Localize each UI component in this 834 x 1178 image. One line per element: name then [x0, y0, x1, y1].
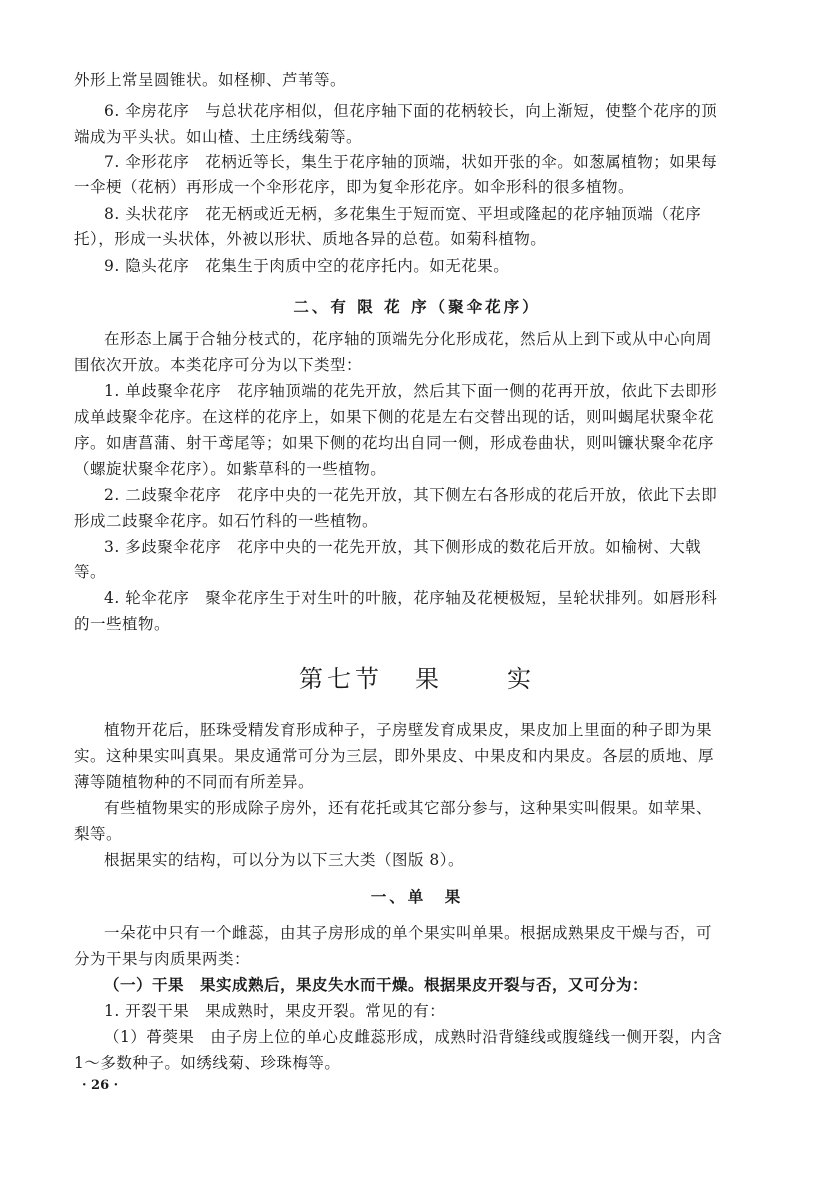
text-line: 4. 轮伞花序 聚伞花序生于对生叶的叶腋，花序轴及花梗极短，呈轮状排列。如唇形科	[104, 589, 718, 607]
section-title-number: 第七节	[299, 665, 383, 693]
text-line: 1. 开裂干果 果成熟时，果皮开裂。常见的有：	[104, 1002, 446, 1020]
text-line: 薄等随植物种的不同而有所差异。	[74, 773, 315, 791]
text-line: （螺旋状聚伞花序）。如紫草科的一些植物。	[74, 460, 387, 478]
text-line: 2. 二歧聚伞花序 花序中央的一花先开放，其下侧左右各形成的花后开放，依此下去即	[104, 486, 718, 504]
section-title	[0, 664, 834, 694]
text-line: 端成为平头状。如山楂、土庄绣线菊等。	[74, 128, 363, 146]
text-line: （一）干果 果实成熟后，果皮失水而干燥。根据果皮开裂与否，又可分为：	[104, 975, 649, 994]
text-line: 外形上常呈圆锥状。如柽柳、芦苇等。	[74, 71, 347, 89]
text-line: 的一些植物。	[74, 615, 171, 633]
text-line: 序。如唐菖蒲、射干鸢尾等；如果下侧的花均出自同一侧，形成卷曲状，则叫镰状聚伞花序	[74, 434, 715, 452]
subsection-heading-cyme: 二、有 限 花 序（聚伞花序）	[293, 297, 541, 316]
text-line: 根据果实的结构，可以分为以下三大类（图版 8）。	[104, 851, 465, 869]
text-line: 实。这种果实叫真果。果皮通常可分为三层，即外果皮、中果皮和内果皮。各层的质地、厚	[74, 747, 715, 765]
text-line: （1）蓇葖果 由子房上位的单心皮雌蕊形成，成熟时沿背缝线或腹缝线一侧开裂，内含	[104, 1028, 723, 1046]
text-line: 植物开花后，胚珠受精发育形成种子，子房壁发育成果皮，果皮加上里面的种子即为果	[104, 721, 713, 739]
text-line: 围依次开放。本类花序可分为以下类型：	[74, 356, 363, 374]
text-line: 分为干果与肉质果两类：	[74, 950, 251, 968]
text-line: 成单歧聚伞花序。在这样的花序上，如果下侧的花是左右交替出现的话，则叫蝎尾状聚伞花	[74, 408, 715, 426]
text-line: 在形态上属于合轴分枝式的，花序轴的顶端先分化形成花，然后从上到下或从中心向周	[104, 330, 713, 348]
text-line: 一朵花中只有一个雌蕊，由其子房形成的单个果实叫单果。根据成熟果皮干燥与否，可	[104, 924, 713, 942]
text-line: 1～多数种子。如绣线菊、珍珠梅等。	[74, 1054, 341, 1072]
text-line: 等。	[74, 563, 107, 581]
text-line: 6. 伞房花序 与总状花序相似，但花序轴下面的花柄较长，向上渐短，使整个花序的顶	[104, 102, 718, 120]
text-line: 8. 头状花序 花无柄或近无柄，多花集生于短而宽、平坦或隆起的花序轴顶端（花序	[104, 205, 702, 223]
page-number: · 26 ·	[82, 1078, 119, 1093]
text-line: 托），形成一头状体，外被以形状、质地各异的总苞。如菊科植物。	[74, 230, 547, 248]
section-title-word-2: 实	[507, 665, 535, 693]
text-line: 9. 隐头花序 花集生于肉质中空的花序托内。如无花果。	[104, 257, 510, 275]
text-line: 1. 单歧聚伞花序 花序轴顶端的花先开放，然后其下面一侧的花再开放，依此下去即形	[104, 382, 718, 400]
text-line: 3. 多歧聚伞花序 花序中央的一花先开放，其下侧形成的数花后开放。如榆树、大戟	[104, 538, 702, 556]
text-line: 一伞梗（花柄）再形成一个伞形花序，即为复伞形花序。如伞形科的很多植物。	[74, 178, 635, 196]
text-line: 有些植物果实的形成除子房外，还有花托或其它部分参与，这种果实叫假果。如苹果、	[104, 799, 713, 817]
section-title-word-1: 果	[415, 665, 443, 693]
text-line: 形成二歧聚伞花序。如石竹科的一些植物。	[74, 512, 379, 530]
text-line: 7. 伞形花序 花柄近等长，集生于花序轴的顶端，状如开张的伞。如葱属植物；如果每	[104, 153, 718, 171]
text-line: 梨等。	[74, 825, 123, 843]
subsection-heading-simple-fruit: 一、单 果	[370, 887, 464, 906]
